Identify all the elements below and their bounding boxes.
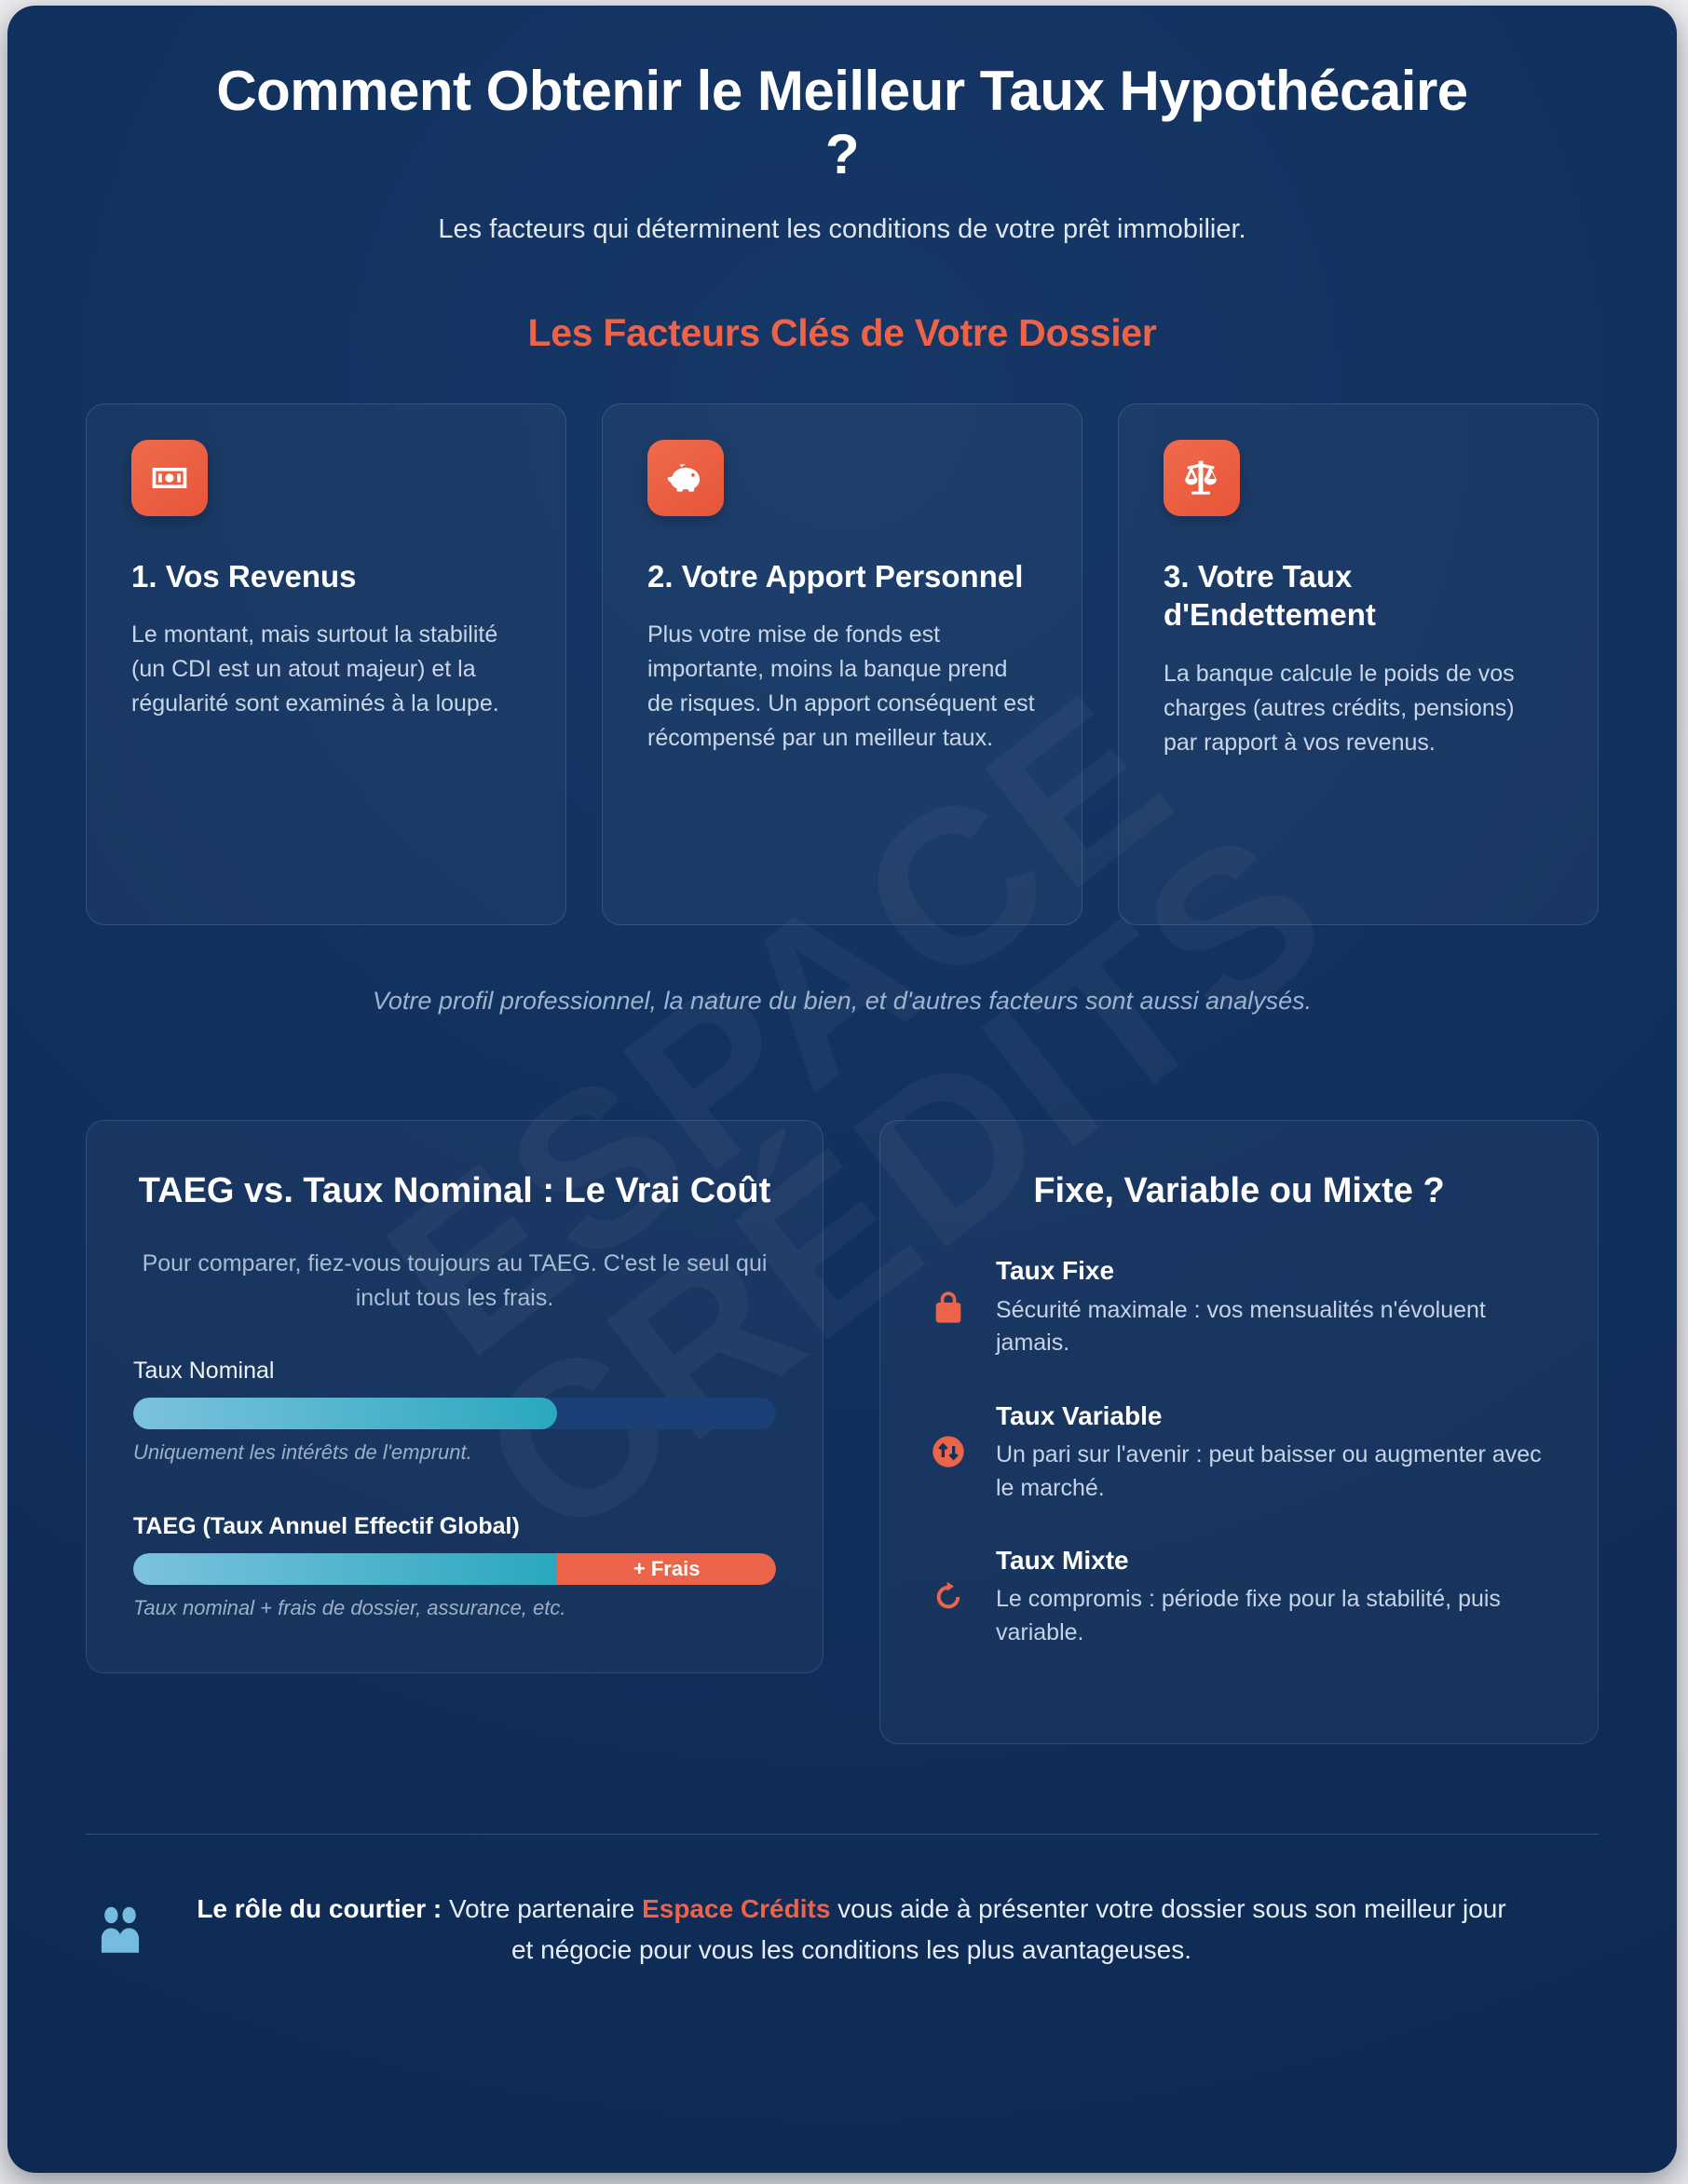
comparison-panels — [86, 1120, 1599, 1744]
rate-bar-track — [133, 1553, 776, 1585]
rate-bar-fill — [133, 1553, 557, 1585]
taeg-panel-subtitle: Pour comparer, fiez-vous toujours au TAEG. C'est le seul qui inclut tous les frais. — [142, 1250, 768, 1311]
users-icon — [89, 1899, 151, 1960]
factors-note: Votre profil professionnel, la nature du bien, et d'autres facteurs sont aussi analysés. — [372, 987, 1313, 1016]
rate-types-panel — [879, 1120, 1599, 1744]
factor-card-text: Le montant, mais surtout la stabilité (un CDI est un atout majeur) et la régularité sont examinés à la loupe. — [131, 621, 499, 717]
factor-card-revenus — [86, 403, 566, 925]
rate-type-body — [996, 1399, 1551, 1505]
factor-card-title: 3. Votre Taux d'Endettement — [1164, 559, 1376, 633]
factors-section-heading: Les Facteurs Clés de Votre Dossier — [527, 311, 1157, 355]
rate-type-desc: Le compromis : période fixe pour la stabilité, puis variable. — [996, 1586, 1501, 1645]
rate-type-name: Taux Mixte — [996, 1546, 1129, 1576]
rate-types-panel-title: Fixe, Variable ou Mixte ? — [1033, 1171, 1445, 1211]
rate-bar-label: TAEG (Taux Annuel Effectif Global) — [133, 1512, 520, 1539]
banknote-icon — [131, 440, 208, 516]
arrows-up-down-icon — [927, 1430, 970, 1473]
rate-bar-extra-fees: + Frais — [557, 1553, 776, 1585]
factor-card-text: La banque calcule le poids de vos charges (autres crédits, pensions) par rapport à vos revenus. — [1164, 660, 1515, 756]
rate-bar-label: Taux Nominal — [133, 1357, 275, 1384]
factor-card-endettement — [1118, 403, 1599, 925]
factor-cards — [86, 403, 1599, 925]
rate-type-body — [996, 1254, 1551, 1359]
footer-lead: Le rôle du courtier : — [197, 1894, 442, 1924]
taeg-panel-title: TAEG vs. Taux Nominal : Le Vrai Coût — [138, 1171, 771, 1211]
rate-type-desc: Sécurité maximale : vos mensualités n'évoluent jamais. — [996, 1296, 1486, 1357]
factor-card-text: Plus votre mise de fonds est importante, moins la banque prend de risques. Un apport conséquent est récompensé par un meilleur taux. — [647, 621, 1035, 752]
footer — [86, 1835, 1599, 1970]
infographic-content — [7, 60, 1677, 1970]
rate-bar-nominal — [133, 1358, 776, 1465]
rate-bar-track — [133, 1398, 776, 1429]
footer-text-before: Votre partenaire — [442, 1894, 643, 1924]
rate-bar-caption: Taux nominal + frais de dossier, assurance, etc. — [133, 1595, 566, 1619]
scales-balance-icon — [1164, 440, 1240, 516]
factor-card-apport — [602, 403, 1082, 925]
rate-type-desc: Un pari sur l'avenir : peut baisser ou augmenter avec le marché. — [996, 1441, 1542, 1501]
piggy-bank-icon — [647, 440, 724, 516]
footer-text — [194, 1889, 1595, 1970]
rate-type-variable — [927, 1399, 1551, 1505]
infographic-card — [7, 6, 1677, 2173]
factor-card-title: 1. Vos Revenus — [131, 559, 357, 594]
lock-icon — [927, 1286, 970, 1329]
brand-name: Espace Crédits — [642, 1894, 831, 1924]
rate-type-name: Taux Fixe — [996, 1256, 1115, 1286]
rate-type-name: Taux Variable — [996, 1400, 1163, 1430]
rotate-arrow-icon — [927, 1576, 970, 1618]
page-subtitle: Les facteurs qui déterminent les conditions de votre prêt immobilier. — [438, 213, 1246, 244]
rate-bar-fill — [133, 1398, 557, 1429]
rate-type-fixe — [927, 1254, 1551, 1359]
rate-bar-taeg — [133, 1513, 776, 1620]
taeg-panel — [86, 1120, 824, 1673]
rate-type-body — [996, 1544, 1551, 1649]
rate-bar-caption: Uniquement les intérêts de l'emprunt. — [133, 1440, 472, 1464]
page-title: Comment Obtenir le Meilleur Taux Hypothécaire ? — [216, 60, 1468, 185]
footer-text-after: vous aide à présenter votre dossier sous son meilleur jour et négocie pour vous les conditions les plus avantageuses. — [510, 1894, 1506, 1964]
rate-types-list — [927, 1254, 1551, 1649]
rate-type-mixte — [927, 1544, 1551, 1649]
factor-card-title: 2. Votre Apport Personnel — [647, 559, 1024, 594]
